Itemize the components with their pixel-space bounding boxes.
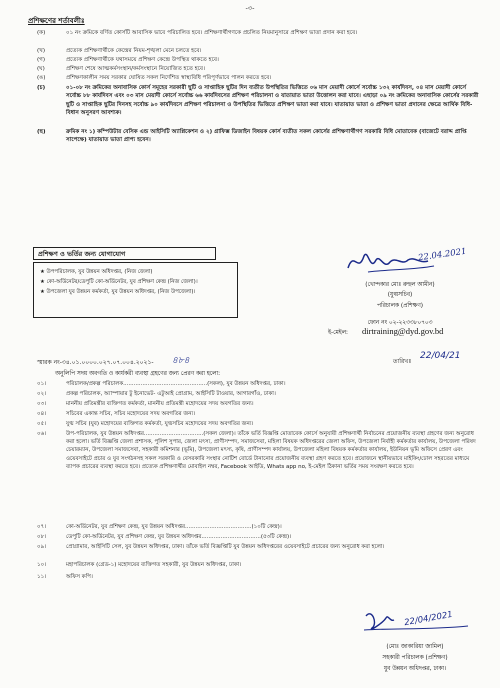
distribution-text: যুগ্ম সচিব (যুব) মহোদয়ের ব্যক্তিগত কর্মকর্তা, যুগ্মসচিব মহোদয়ের সদয় অবগতির জন্য। [66, 421, 254, 427]
condition-item [37, 128, 481, 145]
contact-line: ★ উপজেলা যুব উন্নয়ন কর্মকর্তা, যুব উন্নয়ন অধিদপ্তর, (নিজ উপজেলা)। [40, 289, 196, 295]
distribution-item [37, 543, 481, 551]
memo-handwritten-number: ৪৮৪ [172, 356, 190, 366]
signatory-name: (খোন্দকার মোঃ রুহুল আমীন) [365, 282, 435, 288]
distribution-text: ডেপুটি কো-অর্ডিনেটর, যুব প্রশিক্ষণ কেন্দ্র, যুব উন্নয়ন অধিদপ্তর..................................(৫৩টি কেন্দ্র)। [66, 534, 292, 540]
condition-item [37, 47, 481, 55]
distribution-label: ০২। [37, 391, 47, 397]
distribution-label: ০৯। [37, 544, 47, 550]
contact-line: ★ উপপরিচালক, যুব উন্নয়ন অধিদপ্তর, (নিজ জেলা) [40, 269, 153, 275]
contact-line: ★ কো-অর্ডিনেটর/ডেপুটি কো-অর্ডিনেটর, যুব প্রশিক্ষণ কেন্দ্র (নিজ জেলা)। [40, 279, 198, 285]
contact-box-title: প্রশিক্ষণ ও ভর্তির জন্য যোগাযোগ [33, 247, 216, 260]
distribution-item [37, 420, 481, 428]
distribution-text: মাননীয় প্রতিমন্ত্রীর ব্যক্তিগত কর্মকর্তা, মাননীয় প্রতিমন্ত্রী মহোদয়ের সদয় অবগতির জন্য। [66, 401, 254, 407]
distribution-item [37, 430, 481, 471]
distribution-label: ০৫। [37, 421, 47, 427]
signatory-designation: (যুগ্মসচিব) [387, 292, 413, 298]
condition-text: ০১ নং ক্রমিকে বর্ণিত কোর্সটি আবাসিক ভাবে পরিচালিত হবে। প্রশিক্ষণার্থীগণকে প্রচলিত নিয়মানুসারে প্রশিক্ষণ ভাতা প্রদান করা হবে। [66, 30, 358, 36]
condition-label: (ঘ) [37, 66, 45, 72]
distribution-item [37, 410, 481, 418]
condition-text: প্রশিক্ষণকালীন সময় সরকার ঘোষিত সকল নির্দেশিত স্বাস্থ্যবিধি পরিপূর্ণভাবে পালন করতে হবে। [66, 75, 272, 81]
condition-item [37, 84, 481, 117]
distribution-text: অফিস কপি। [66, 574, 93, 580]
condition-label: (খ) [37, 48, 46, 54]
distribution-text: পরিচালক/প্রকল্প পরিচালক................................................(সকল), যুব উন্নয়ন অধিদপ্তর, ঢাকা। [66, 381, 286, 387]
distribution-item [37, 400, 481, 408]
distribution-item [37, 523, 481, 531]
distribution-label: ০৭। [37, 524, 47, 530]
distribution-text: কো-অর্ডিনেটর, যুব প্রশিক্ষণ কেন্দ্র, যুব উন্নয়ন অধিদপ্তর......................................(১০টি কেন্দ্র)। [66, 524, 282, 530]
distribution-text: মহাপরিচালক (গ্রেড-১) মহোদয়ের ব্যক্তিগত সহকারী, যুব উন্নয়ন অধিদপ্তর, ঢাকা। [66, 562, 242, 568]
condition-text: ক্রমিক নং ১) কম্পিউটার বেসিক এন্ড আইসিটি অ্যাপ্লিকেশন ও ২) গ্রাফিক্স ডিজাইন বিষয়ক কোর্স ব্যতীত সকল কোর্সের প্রশিক্ষণার্থীগণ সরকারি বিধি মোতাবেক (বাজেটে বরাদ্দ প্রাপ্তি সাপেক্ষে) যাতায়াত ভাতা প্রাপ্য হবেন। [66, 129, 467, 144]
condition-label: (ঙ) [37, 75, 46, 81]
signature-image [342, 244, 492, 278]
memo-number: স্মারক নং-৩৪.০১.০০০০.০২৭.০৭.০০৪.২০২১- [37, 359, 154, 366]
date-value: 22/04/21 [420, 351, 461, 361]
email-address: dirtraining@dyd.gov.bd [362, 326, 444, 336]
condition-text: ০১-০৮ নং ক্রমিকের অনাবাসিক কোর্স সমূহের সরকারী ছুটি ও সাপ্তাহিক ছুটির দিন ব্যতীত উপস্থিতির ভিত্তিতে ০৬ মাস মেয়াদী কোর্সে সর্বোচ্চ ১৩২ কার্যদিবস, ০৪ মাস মেয়াদী কোর্সে সর্বোচ্চ ৮৮ কার্যদিবস এবং ০৩ মাস মেয়াদী কোর্সে সর্বোচ্চ ৬৬ কার্যদিবসের প্রশিক্ষণ পরিচালনা ও যাতায়াত ভাতা উত্তোলন করা যাবে। এছাড়া ০৯ নং ক্রমিকের অনাবাসিক কোর্সের সরকারী ছুটি ও সাপ্তাহিক ছুটির দিনসহ সর্বোচ্চ ৯০ কার্যদিবসে প্রশিক্ষণ পরিচালনা ও উপস্থিতির ভিত্তিতে প্রশিক্ষণ ভাতা করা যাবে। যাতায়াত ভাতা ও প্রশিক্ষণ ভাতা প্রদানের ক্ষেত্রে আর্থিক বিধি-বিধান অনুসরণ আবশ্যক। [66, 85, 479, 116]
signatory-designation: সহকারী পরিচালক (প্রশিক্ষণ) [382, 655, 448, 661]
signatory-name: (মোঃ জাকারিয়া জামিল) [386, 644, 444, 650]
email-label: ই-মেইল: [328, 330, 348, 336]
distribution-item [37, 380, 481, 388]
condition-item [37, 56, 481, 64]
distribution-label: ০৬। [37, 431, 47, 437]
page-number: -৩- [245, 4, 255, 12]
condition-text: প্রত্যেক প্রশিক্ষণার্থীকে কেন্দ্রের নিয়ম-শৃঙ্খলা মেনে চলতে হবে। [66, 48, 202, 54]
condition-item [37, 65, 481, 73]
distribution-label: ১০। [37, 562, 47, 568]
distribution-text: প্রকল্প পরিচালক, অ্যাস্পায়ার টু ইনোভেট- এটুআই প্রোগ্রাম, আইসিটি টাওয়ার, আগারগাঁও, ঢাকা। [66, 391, 276, 397]
signature-date: 22/04/2021 [403, 609, 454, 629]
distribution-text: উপ-পরিচালক, যুব উন্নয়ন অধিদপ্তর..................................(সকল জেলা)। তাঁকে ভর্তি বিজ্ঞপ্তি মোতাবেক কোর্সে অনুযায়ী প্রশিক্ষণার্থী নির্বাচনের প্রয়োজনীয় ব্যবস্থা গ্রহণের জন্য অনুরোধ করা হলো। ভর্তি বিজ্ঞপ্তি জেলা প্রশাসক, পুলিশ সুপার, জেলা মৎস্য, প্রাণীসম্পদ, সমাজসেবা, মহিলা বিষয়ক অধিদপ্তরের জেলা অফিস, উপজেলা নির্বাহী কর্মকর্তার কার্যালয়, উপজেলা পরিষদ চেয়ারম্যান, উপজেলা সমাজসেবা, সহকারী কমিশনার (ভূমি), উপজেলা মৎস্য, কৃষি, প্রাণীসম্পদ কার্যালয়, উপজেলা মহিলা বিষয়ক কর্মকর্তার কার্যালয়, ইউনিয়ন ভূমি অফিসে প্রেরণ এবং ওয়েবসাইটে প্রচার ও যুব সংগঠনসহ সকল সরকারি ও বেসরকারি সংস্থার নোটিশ বোর্ডে টানানোর প্রয়োজনীয় ব্যবস্থা গ্রহণ করতে হবে। প্রয়োজনে স্থানীয়ভাবে মাইকিং/ঢোল সহরতের মাধ্যমে ব্যাপক প্রচারের ব্যবস্থা করতে হবে। প্রত্যেক প্রশিক্ষণার্থীর মোবাইল নম্বর, Facebook আইডি, Whats app no, ই-মেইল ঠিকানা ভর্তির সময় সংরক্ষণ করতে হবে। [66, 431, 476, 470]
distribution-intro: অনুলিপি সদয় অবগতি ও কার্যকরী ব্যবস্থা গ্রহণের জন্য প্রেরণ করা হলো: [55, 371, 221, 377]
condition-label: (গ) [37, 57, 46, 63]
distribution-item [37, 573, 481, 581]
distribution-item [37, 561, 481, 569]
date-label: তারিখঃ [393, 358, 412, 365]
signatory-phone: ফোন নং ০২-২২৩৩৮০৭০৩ [367, 320, 433, 326]
signatory-org: যুব উন্নয়ন অধিদপ্তর, ঢাকা। [383, 666, 447, 672]
distribution-item [37, 390, 481, 398]
signatory-title: পরিচালক (প্রশিক্ষণ) [377, 303, 423, 309]
signature-icon [342, 244, 492, 278]
distribution-label: ১১। [37, 574, 47, 580]
distribution-label: ০৩। [37, 401, 47, 407]
distribution-label: ০৮। [37, 534, 47, 540]
distribution-label: ০৪। [37, 411, 47, 417]
condition-label: (ছ) [37, 129, 46, 135]
distribution-label: ০১। [37, 381, 47, 387]
distribution-text: সচিবের একান্ত সচিব, সচিব মহোদয়ের সদয় অবগতির জন্য। [66, 411, 196, 417]
signature-date: 22.04.2021 [417, 246, 468, 264]
condition-label: (চ) [37, 85, 46, 91]
condition-item [37, 74, 481, 82]
condition-text: প্রশিক্ষণ শেষে আত্মকর্মসংস্থান/কর্মসংস্থানে নিয়োজিত হতে হবে। [66, 66, 206, 72]
condition-text: প্রত্যেক প্রশিক্ষণার্থীকে যথাসময়ে প্রশিক্ষণ কেন্দ্রে উপস্থিত থাকতে হবে। [66, 57, 219, 63]
distribution-text: প্রোগ্রামার, আইসিটি সেল, যুব উন্নয়ন অধিদপ্তর, ঢাকা। তাঁকে ভর্তি বিজ্ঞপ্তিটি যুব উন্নয়ন অধিদপ্তরের ওয়েবসাইটে প্রচারের জন্য অনুরোধ করা হলো। [66, 544, 385, 550]
contact-box [33, 262, 238, 318]
distribution-item [37, 533, 481, 541]
conditions-title: প্রশিক্ষণের শর্তাবলীঃ [28, 17, 85, 25]
condition-label: (ক) [37, 30, 46, 36]
condition-item [37, 29, 481, 37]
